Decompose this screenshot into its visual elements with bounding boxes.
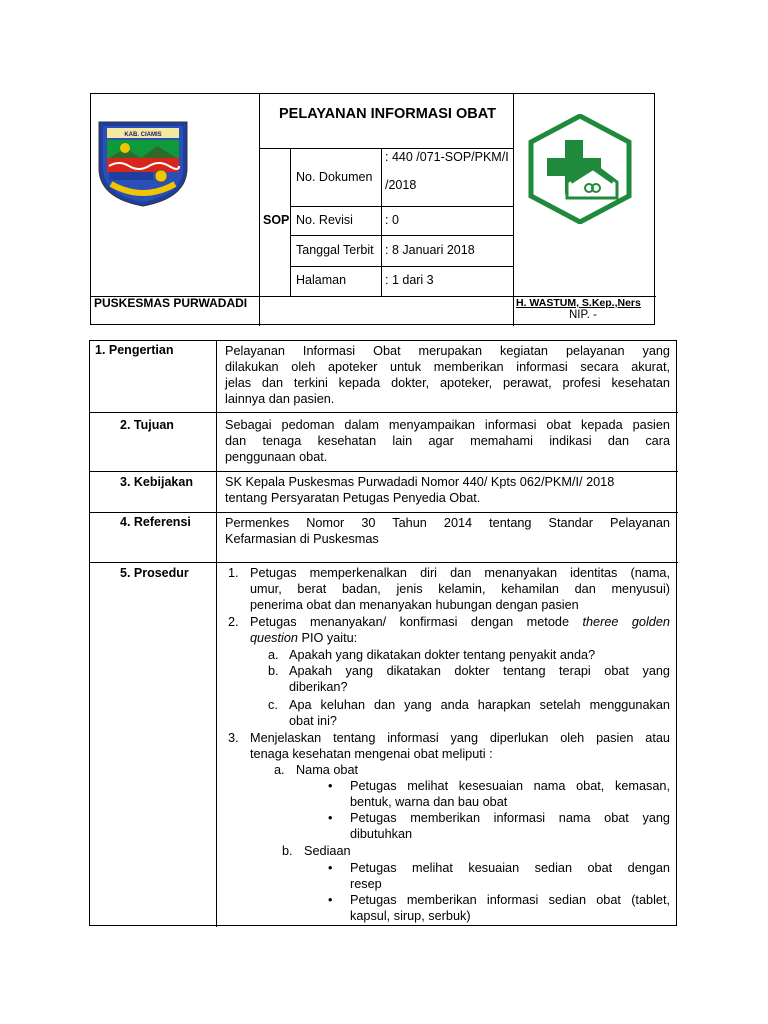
sop-content-table	[89, 340, 677, 926]
sub2-b-number: b.	[268, 664, 279, 678]
prosedur-label: 5. Prosedur	[120, 566, 189, 580]
tujuan-line-2: dan tenaga kesehatan lain agar memahami indikasi dan cara	[225, 434, 670, 448]
no-dokumen-value-1: : 440 /071-SOP/PKM/I	[385, 150, 509, 164]
prosedur-item-2-line-2	[250, 630, 670, 646]
tujuan-line-3: penggunaan obat.	[225, 450, 328, 464]
pengertian-line-1: Pelayanan Informasi Obat merupakan kegiatan pelayanan yang	[225, 344, 670, 358]
prosedur-item-2-text-2: PIO yaitu:	[301, 631, 358, 645]
sub2-b-line-2: diberikan?	[289, 680, 348, 694]
sub3-a-number: a.	[274, 763, 285, 777]
prosedur-item-3-line-2: tenaga kesehatan mengenai obat meliputi :	[250, 747, 493, 761]
tanggal-terbit-value: : 8 Januari 2018	[385, 243, 475, 257]
prosedur-item-2-line-1	[250, 614, 670, 630]
sub2-c-number: c.	[268, 698, 278, 712]
tanggal-terbit-label: Tanggal Terbit	[296, 243, 374, 257]
prosedur-item-3-number: 3.	[228, 731, 239, 745]
bullet-dot-icon: •	[328, 893, 333, 907]
sub2-c-line-1: Apa keluhan dan yang anda harapkan setelah menggunakan	[289, 698, 670, 712]
pengertian-line-3: jelas dan terkini kepada dokter, apoteker, perawat, profesi kesehatan	[225, 376, 670, 390]
kebijakan-line-1: SK Kepala Puskesmas Purwadadi Nomor 440/ Kpts 062/PKM/I/ 2018	[225, 475, 615, 489]
signatory-name: H. WASTUM, S.Kep.,Ners	[516, 297, 641, 309]
sub3-b-bullet-2-line-1: Petugas memberikan informasi sedian obat (tablet,	[350, 893, 670, 907]
prosedur-item-2-italic-2: question	[250, 631, 298, 645]
prosedur-item-1-line-1: Petugas memperkenalkan diri dan menanyakan identitas (nama,	[250, 566, 670, 580]
emblem-text: KAB. CIAMIS	[124, 132, 162, 138]
tujuan-label: 2. Tujuan	[120, 418, 174, 432]
bullet-dot-icon: •	[328, 861, 333, 875]
no-dokumen-value-2: /2018	[385, 178, 417, 192]
puskesmas-logo	[527, 114, 633, 224]
prosedur-item-1-line-2: umur, berat badan, jenis kelamin, kehamilan dan menyusui)	[250, 582, 670, 596]
sub2-b-line-1: Apakah yang dikatakan dokter tentang terapi obat yang	[289, 664, 670, 678]
pengertian-line-4: lainnya dan pasien.	[225, 392, 335, 406]
regency-emblem-logo	[95, 118, 191, 208]
bullet-dot-icon: •	[328, 811, 333, 825]
sub3-b-bullet-1-line-1: Petugas melihat kesuaian sedian obat dengan	[350, 861, 670, 875]
halaman-label: Halaman	[296, 273, 347, 287]
sub2-a-number: a.	[268, 648, 279, 662]
tujuan-line-1: Sebagai pedoman dalam menyampaikan informasi obat kepada pasien	[225, 418, 670, 432]
kebijakan-label: 3. Kebijakan	[120, 475, 193, 489]
pengertian-label: 1. Pengertian	[95, 343, 174, 357]
sub3-a-bullet-2-line-2: dibutuhkan	[350, 827, 413, 841]
halaman-value: : 1 dari 3	[385, 273, 434, 287]
pengertian-line-2: dilakukan oleh apoteker untuk memberikan informasi secara akurat,	[225, 360, 670, 374]
institution-name: PUSKESMAS PURWADADI	[94, 296, 248, 310]
prosedur-item-1-number: 1.	[228, 566, 239, 580]
sub3-b-bullet-2-line-2: kapsul, sirup, serbuk)	[350, 909, 471, 923]
document-title: PELAYANAN INFORMASI OBAT	[279, 106, 496, 122]
referensi-line-2: Kefarmasian di Puskesmas	[225, 532, 379, 546]
sop-label: SOP	[263, 213, 290, 227]
prosedur-item-2-italic-1: theree golden	[582, 615, 670, 629]
referensi-label: 4. Referensi	[120, 515, 191, 529]
sub2-a-line-1: Apakah yang dikatakan dokter tentang penyakit anda?	[289, 648, 596, 662]
sop-header-table	[90, 93, 655, 325]
referensi-line-1: Permenkes Nomor 30 Tahun 2014 tentang Standar Pelayanan	[225, 516, 670, 530]
sub2-c-line-2: obat ini?	[289, 714, 337, 728]
prosedur-item-1-line-3: penerima obat dan menanyakan hubungan dengan pasien	[250, 598, 579, 612]
prosedur-item-3-line-1: Menjelaskan tentang informasi yang diperlukan oleh pasien atau	[250, 731, 670, 745]
sub3-b-number: b.	[282, 844, 293, 858]
sub3-a-bullet-1-line-1: Petugas melihat kesesuaian nama obat, kemasan,	[350, 779, 670, 793]
no-dokumen-label: No. Dokumen	[296, 170, 373, 184]
prosedur-item-2-text: Petugas menanyakan/ konfirmasi dengan metode	[250, 615, 569, 629]
no-revisi-label: No. Revisi	[296, 213, 353, 227]
signatory-nip: NIP. -	[569, 309, 597, 321]
sub3-a-bullet-1-line-2: bentuk, warna dan bau obat	[350, 795, 508, 809]
bullet-dot-icon: •	[328, 779, 333, 793]
sub3-a-bullet-2-line-1: Petugas memberikan informasi nama obat yang	[350, 811, 670, 825]
kebijakan-line-2: tentang Persyaratan Petugas Penyedia Obat.	[225, 491, 481, 505]
no-revisi-value: : 0	[385, 213, 399, 227]
prosedur-item-2-number: 2.	[228, 615, 239, 629]
sub3-b-bullet-1-line-2: resep	[350, 877, 382, 891]
sub3-a-label: Nama obat	[296, 763, 359, 777]
sub3-b-label: Sediaan	[304, 844, 351, 858]
